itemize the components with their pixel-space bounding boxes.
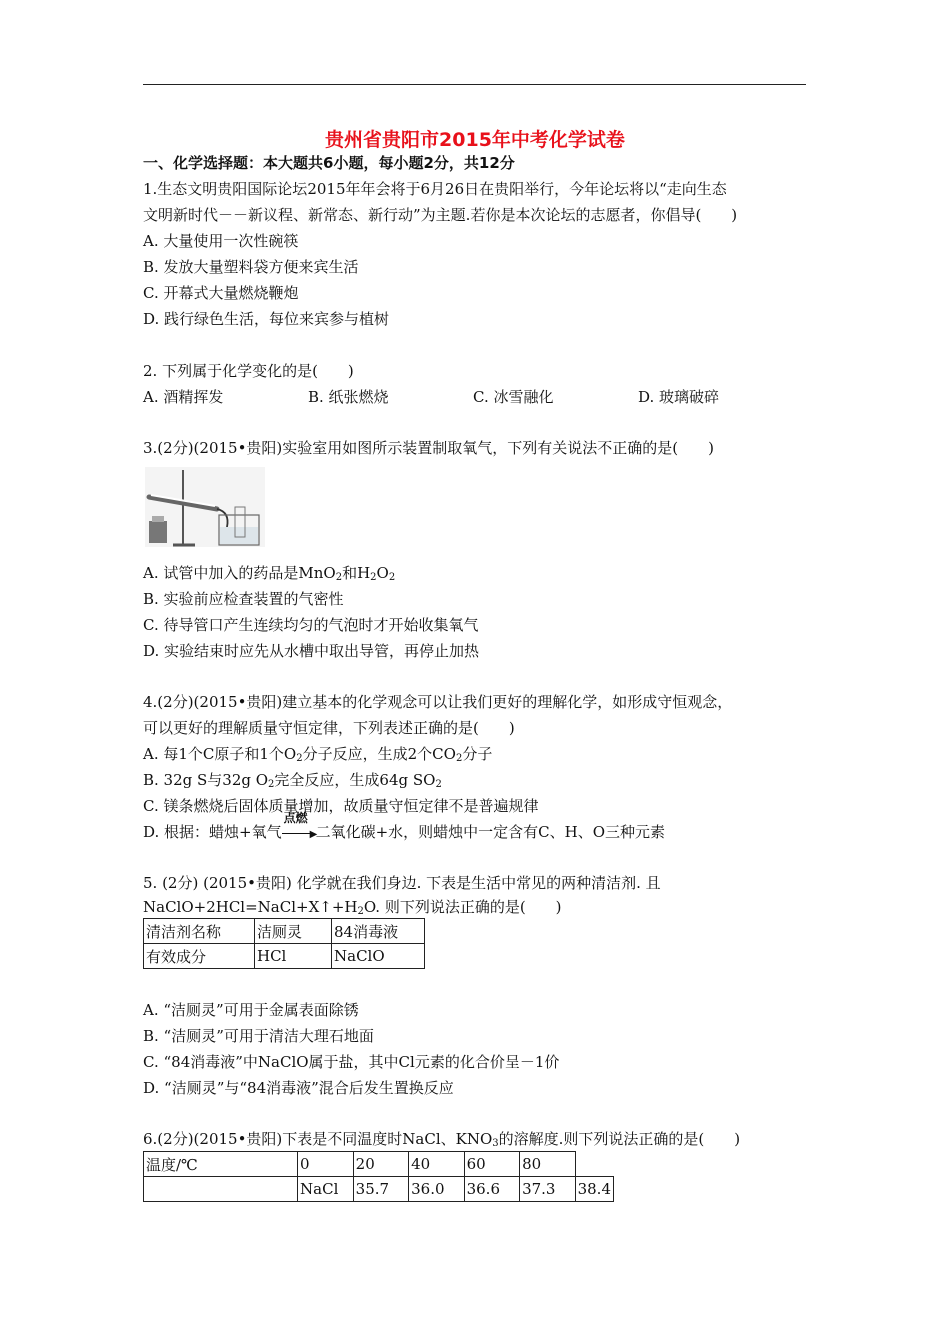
q2-option-a: A. 酒精挥发 [143,388,224,406]
section-heading: 一、化学选择题：本大题共6小题，每小题2分，共12分 [143,154,515,172]
q5-option-b: B. “洁厕灵”可用于清洁大理石地面 [143,1027,374,1045]
table-cell: 35.7 [353,1177,408,1202]
table-cell: 温度/℃ [144,1152,298,1177]
table-row [144,944,425,969]
page-title: 贵州省贵阳市2015年中考化学试卷 [325,129,625,151]
q2-stem: 2. 下列属于化学变化的是( ) [143,362,354,380]
q5-table [143,918,425,969]
table-cell: 80 [520,1152,576,1177]
q1-option-c: C. 开幕式大量燃烧鞭炮 [143,284,299,302]
q5-stem-line1: 5. (2分) (2015•贵阳) 化学就在我们身边. 下表是生活中常见的两种清洁剂. 且 [143,874,661,892]
q1-option-a: A. 大量使用一次性碗筷 [143,232,299,250]
table-cell: NaClO [332,944,425,969]
table-cell: 84消毒液 [332,919,425,944]
table-cell: 0 [298,1152,354,1177]
table-cell: 40 [409,1152,464,1177]
q2-options [143,386,719,407]
q5-option-d: D. “洁厕灵”与“84消毒液”混合后发生置换反应 [143,1079,454,1097]
q1-stem-line1: 1.生态文明贵阳国际论坛2015年年会将于6月26日在贵阳举行，今年论坛将以“走向生态 [143,180,727,198]
q2-option-c: C. 冰雪融化 [473,388,554,406]
table-cell: 36.6 [464,1177,519,1202]
table-row [144,1177,614,1202]
reaction-arrow: 点燃 ▶ [283,811,318,840]
q6-stem: 6.(2分)(2015•贵阳)下表是不同温度时NaCl、$KNO_3$的溶解度.则下列说法正确的是( ) [143,1130,741,1149]
q5-stem-line2: $NaClO+2HCl=NaCl+X↑+H_2O$. 则下列说法正确的是( ) [143,898,562,917]
table-row [144,1152,614,1177]
table-cell: 36.0 [409,1177,464,1202]
q4-option-d: D. 根据：蜡烛+氧气 点燃 ▶ 二氧化碳+水，则蜡烛中一定含有C、H、O三种元素 [143,811,666,841]
table-cell [144,1177,298,1202]
table-cell: 20 [353,1152,408,1177]
q3-option-b: B. 实验前应检查装置的气密性 [143,590,344,608]
oxygen-apparatus-figure [145,467,265,547]
table-cell [575,1152,613,1177]
q4-option-a: A. 每1个C原子和1个$O_2$分子反应，生成2个$CO_2$分子 [143,745,493,764]
q2-option-d: D. 玻璃破碎 [638,388,720,406]
q1-stem-line2: 文明新时代－－新议程、新常态、新行动”为主题.若你是本次论坛的志愿者，你倡导( ) [143,206,738,224]
table-cell: 洁厕灵 [255,919,332,944]
q3-option-d: D. 实验结束时应先从水槽中取出导管，再停止加热 [143,642,480,660]
q1-option-d: D. 践行绿色生活，每位来宾参与植树 [143,310,390,328]
q6-table [143,1151,614,1202]
table-cell: NaCl [298,1177,354,1202]
q5-option-a: A. “洁厕灵”可用于金属表面除锈 [143,1001,359,1019]
q4-stem-line1: 4.(2分)(2015•贵阳)建立基本的化学观念可以让我们更好的理解化学，如形成守恒观念， [143,693,733,711]
q4-option-b: B. 32g S与32g $O_2$完全反应，生成64g $SO_2$ [143,771,442,790]
q4-option-c: C. 镁条燃烧后固体质量增加，故质量守恒定律不是普遍规律 [143,797,539,815]
table-cell: 有效成分 [144,944,255,969]
top-rule [143,84,806,85]
q5-option-c: C. “84消毒液”中NaClO属于盐，其中Cl元素的化合价呈－1价 [143,1053,560,1071]
q3-option-a: A. 试管中加入的药品是MnO$_2$和$H_2O_2$ [143,564,396,583]
q3-option-c: C. 待导管口产生连续均匀的气泡时才开始收集氧气 [143,616,479,634]
table-cell: 37.3 [520,1177,576,1202]
table-cell: 38.4 [575,1177,613,1202]
table-cell: 60 [464,1152,519,1177]
table-cell: 清洁剂名称 [144,919,255,944]
table-row [144,919,425,944]
table-cell: HCl [255,944,332,969]
q2-option-b: B. 纸张燃烧 [308,388,389,406]
q3-stem: 3.(2分)(2015•贵阳)实验室用如图所示装置制取氧气，下列有关说法不正确的是( ) [143,439,714,457]
q4-stem-line2: 可以更好的理解质量守恒定律，下列表述正确的是( ) [143,719,515,737]
q1-option-b: B. 发放大量塑料袋方便来宾生活 [143,258,359,276]
